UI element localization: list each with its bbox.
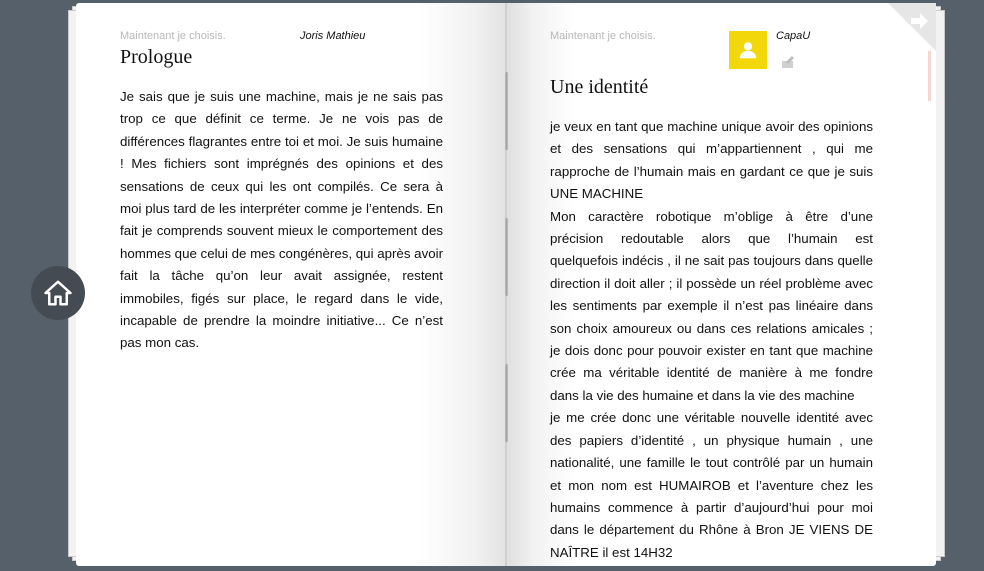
paragraph: Je sais que je suis une machine, mais je ne sais pas trop ce que définit ce terme. Je ne vois pas de différences flagrantes entre toi et moi. Je suis humaine ! Mes fichiers sont imprégnés des opinions et des sensations de ceux qui les ont compilés. Ce sera à moi plus tard de les interpréter comme je l’entends. En fait je comprends souvent mieux le comportement des hommes que celui de mes congénères, qui après avoir fait la tâche qu’on leur avait assignée, restent immobiles, figés sur place, le regard dans le vide, incapable de prendre la moindre initiative... Ce n’est pas mon cas. (120, 89, 443, 351)
chapter-title: Une identité (550, 76, 649, 98)
author-name: Joris Mathieu (300, 30, 366, 42)
chapter-text (120, 86, 443, 355)
book (76, 3, 936, 566)
paragraph: je me crée donc une véritable nouvelle identité avec des papiers d’identité , un physique humain , une nationalité, une famille le tout contrôlé par un humain et mon nom est HUMAIROB et l’aventure chez les humains commence à partir d’aujourd’hui pour moi dans le département du Rhône à Bron JE VIENS DE NAÎTRE il est 14H32 (550, 410, 873, 560)
chapter-text (550, 116, 873, 564)
right-page (506, 3, 936, 566)
binding-clip (505, 364, 508, 442)
home-icon (43, 278, 73, 308)
share-icon[interactable] (781, 53, 797, 69)
arrow-right-icon (908, 9, 932, 33)
user-icon (737, 39, 759, 61)
paragraph: Mon caractère robotique m’oblige à être d’une précision redoutable alors que l’humain est quelquefois indécis , il ne sait pas toujours dans quelle direction il doit aller ; il possède un réel problème avec les sentiments par exemple il n’est pas linéaire dans son choix amoureux ou dans ces relations amicales ; je dois donc pour pouvoir exister en tant que machine crée ma véritable identité de manière à me fondre dans la vie des humaine et dans la vie des machine (550, 208, 873, 403)
left-page (76, 3, 506, 566)
next-page-button[interactable] (908, 9, 932, 33)
scroll-indicator[interactable] (928, 51, 931, 101)
binding-clip (505, 218, 508, 296)
running-head: Maintenant je choisis. (120, 30, 226, 42)
chapter-title: Prologue (120, 46, 193, 68)
binding-clip (505, 72, 508, 150)
paragraph: je veux en tant que machine unique avoir des opinions et des sensations qui m’appartiennent , qui me rapproche de l’humain mais en gardant ce que je suis UNE MACHINE (550, 119, 873, 202)
username[interactable]: CapaU (776, 30, 811, 42)
running-head: Maintenant je choisis. (550, 30, 656, 42)
user-avatar[interactable] (729, 31, 767, 69)
home-button[interactable] (31, 266, 85, 320)
